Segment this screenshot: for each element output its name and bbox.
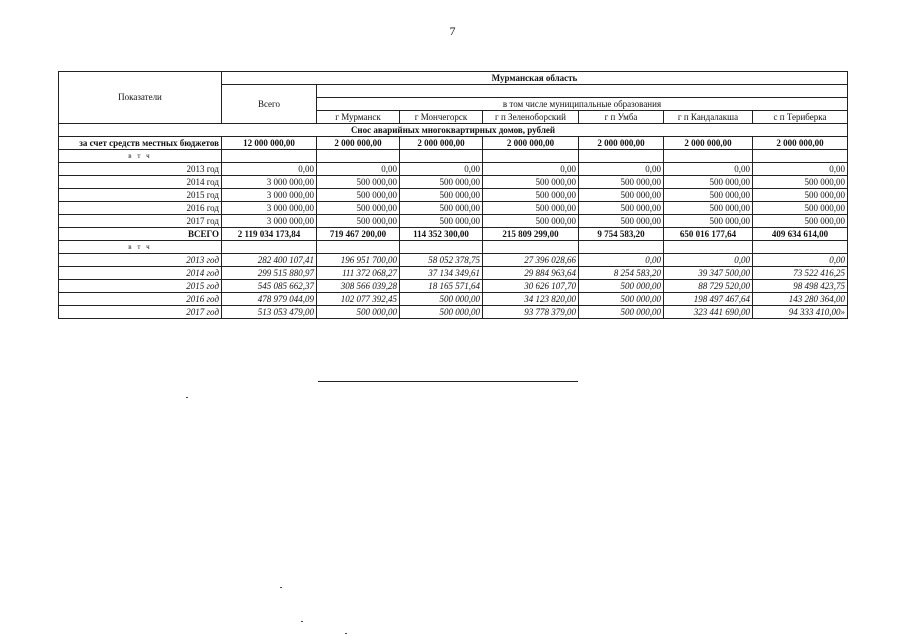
value-cell: 500 000,00	[483, 215, 579, 228]
value-cell: 0,00	[579, 254, 664, 267]
including-row	[59, 150, 848, 163]
value-cell: 0,00	[317, 163, 400, 176]
including-header: в том числе муниципальные образования	[317, 98, 848, 111]
value-cell: 0,00	[753, 163, 848, 176]
empty-cell	[579, 150, 664, 163]
value-cell: 27 396 028,66	[483, 254, 579, 267]
value-cell: 196 951 700,00	[317, 254, 400, 267]
value-cell: 500 000,00	[400, 293, 483, 306]
year-row	[59, 176, 848, 189]
value-cell: 500 000,00	[579, 176, 664, 189]
scan-speck	[301, 621, 303, 622]
value-cell: 0,00	[400, 163, 483, 176]
value-cell: 8 254 583,20	[579, 267, 664, 280]
empty-cell	[579, 241, 664, 254]
table-body	[59, 72, 848, 319]
value-cell: 29 884 963,64	[483, 267, 579, 280]
value-cell: 500 000,00	[664, 176, 753, 189]
value-cell: 500 000,00	[579, 189, 664, 202]
value-cell: 2 000 000,00	[664, 137, 753, 150]
municipality-header: г п Зеленоборский	[483, 111, 579, 124]
value-cell: 500 000,00	[753, 176, 848, 189]
empty-cell	[222, 150, 317, 163]
value-cell: 58 052 378,75	[400, 254, 483, 267]
municipality-header: г Мурманск	[317, 111, 400, 124]
value-cell: 102 077 392,45	[317, 293, 400, 306]
value-cell: 2 000 000,00	[579, 137, 664, 150]
value-cell: 500 000,00	[400, 306, 483, 319]
empty-cell	[753, 150, 848, 163]
total-header: Всего	[222, 85, 317, 124]
value-cell: 88 729 520,00	[664, 280, 753, 293]
year-row	[59, 306, 848, 319]
value-cell: 3 000 000,00	[222, 176, 317, 189]
municipality-header: г Мончегорск	[400, 111, 483, 124]
year-label: 2013 год	[59, 163, 222, 176]
year-label: 2014 год	[59, 176, 222, 189]
value-cell: 0,00	[483, 163, 579, 176]
empty-cell	[400, 150, 483, 163]
including-label: в т ч	[59, 150, 222, 163]
empty-cell	[317, 241, 400, 254]
value-cell: 308 566 039,28	[317, 280, 400, 293]
value-cell: 215 809 299,00	[483, 228, 579, 241]
value-cell: 198 497 467,64	[664, 293, 753, 306]
value-cell: 0,00	[222, 163, 317, 176]
empty-cell	[753, 241, 848, 254]
including-label: в т ч	[59, 241, 222, 254]
value-cell: 37 134 349,61	[400, 267, 483, 280]
value-cell: 94 333 410,00»	[753, 306, 848, 319]
value-cell: 500 000,00	[753, 202, 848, 215]
value-cell: 500 000,00	[483, 202, 579, 215]
value-cell: 93 778 379,00	[483, 306, 579, 319]
value-cell: 2 000 000,00	[317, 137, 400, 150]
empty-cell	[483, 150, 579, 163]
year-row	[59, 280, 848, 293]
value-cell: 500 000,00	[400, 215, 483, 228]
value-cell: 500 000,00	[753, 189, 848, 202]
value-cell: 3 000 000,00	[222, 189, 317, 202]
value-cell: 114 352 300,00	[400, 228, 483, 241]
value-cell: 282 400 107,41	[222, 254, 317, 267]
value-cell: 12 000 000,00	[222, 137, 317, 150]
year-label: 2016 год	[59, 293, 222, 306]
value-cell: 500 000,00	[483, 176, 579, 189]
value-cell: 98 498 423,75	[753, 280, 848, 293]
value-cell: 2 000 000,00	[483, 137, 579, 150]
value-cell: 143 280 364,00	[753, 293, 848, 306]
local-budget-row	[59, 137, 848, 150]
value-cell: 500 000,00	[664, 215, 753, 228]
municipality-header: с п Териберка	[753, 111, 848, 124]
value-cell: 500 000,00	[753, 215, 848, 228]
value-cell: 409 634 614,00	[753, 228, 848, 241]
local-budget-label: за счет средств местных бюджетов	[59, 137, 222, 150]
value-cell: 3 000 000,00	[222, 202, 317, 215]
value-cell: 9 754 583,20	[579, 228, 664, 241]
section-title: Снос аварийных многоквартирных домов, рублей	[59, 124, 848, 137]
value-cell: 500 000,00	[317, 176, 400, 189]
value-cell: 513 053 479,00	[222, 306, 317, 319]
budget-table	[58, 71, 848, 319]
value-cell: 3 000 000,00	[222, 215, 317, 228]
value-cell: 299 515 880,97	[222, 267, 317, 280]
value-cell: 500 000,00	[317, 189, 400, 202]
value-cell: 545 085 662,37	[222, 280, 317, 293]
year-label: 2015 год	[59, 189, 222, 202]
empty-cell	[664, 150, 753, 163]
value-cell: 500 000,00	[317, 306, 400, 319]
value-cell: 478 979 044,09	[222, 293, 317, 306]
year-label: 2015 год	[59, 280, 222, 293]
year-row	[59, 189, 848, 202]
scan-speck	[280, 587, 282, 588]
region-header: Мурманская область	[222, 72, 848, 85]
year-row	[59, 163, 848, 176]
empty-cell	[222, 241, 317, 254]
value-cell: 2 000 000,00	[400, 137, 483, 150]
value-cell: 18 165 571,64	[400, 280, 483, 293]
scan-speck	[186, 397, 188, 398]
value-cell: 0,00	[579, 163, 664, 176]
value-cell: 500 000,00	[400, 176, 483, 189]
value-cell: 500 000,00	[579, 293, 664, 306]
value-cell: 0,00	[664, 254, 753, 267]
year-label: 2017 год	[59, 306, 222, 319]
value-cell: 34 123 820,00	[483, 293, 579, 306]
year-row	[59, 267, 848, 280]
value-cell: 0,00	[664, 163, 753, 176]
value-cell: 73 522 416,25	[753, 267, 848, 280]
including-row	[59, 241, 848, 254]
value-cell: 2 119 034 173,84	[222, 228, 317, 241]
value-cell: 500 000,00	[579, 215, 664, 228]
empty-cell	[664, 241, 753, 254]
value-cell: 719 467 200,00	[317, 228, 400, 241]
municipality-header: г п Умба	[579, 111, 664, 124]
value-cell: 2 000 000,00	[753, 137, 848, 150]
year-row	[59, 254, 848, 267]
value-cell: 500 000,00	[579, 202, 664, 215]
scan-speck	[345, 633, 347, 634]
value-cell: 39 347 500,00	[664, 267, 753, 280]
year-label: 2014 год	[59, 267, 222, 280]
year-label: 2016 год	[59, 202, 222, 215]
year-label: 2017 год	[59, 215, 222, 228]
year-row	[59, 293, 848, 306]
value-cell: 500 000,00	[664, 202, 753, 215]
year-label: 2013 год	[59, 254, 222, 267]
value-cell: 500 000,00	[579, 280, 664, 293]
value-cell: 500 000,00	[400, 202, 483, 215]
municipality-header: г п Кандалакша	[664, 111, 753, 124]
grand-total-row	[59, 228, 848, 241]
page-number: 7	[449, 24, 456, 38]
empty-cell	[317, 150, 400, 163]
footer-rule	[318, 381, 578, 382]
value-cell: 0,00	[753, 254, 848, 267]
year-row	[59, 215, 848, 228]
value-cell: 30 626 107,70	[483, 280, 579, 293]
value-cell: 111 372 068,27	[317, 267, 400, 280]
value-cell: 500 000,00	[317, 215, 400, 228]
year-row	[59, 202, 848, 215]
empty-cell	[400, 241, 483, 254]
value-cell: 500 000,00	[317, 202, 400, 215]
value-cell: 500 000,00	[400, 189, 483, 202]
value-cell: 323 441 690,00	[664, 306, 753, 319]
indicators-header: Показатели	[59, 72, 222, 124]
value-cell: 500 000,00	[483, 189, 579, 202]
header-spacer	[317, 85, 848, 98]
value-cell: 650 016 177,64	[664, 228, 753, 241]
grand-total-label: ВСЕГО	[59, 228, 222, 241]
empty-cell	[483, 241, 579, 254]
value-cell: 500 000,00	[664, 189, 753, 202]
value-cell: 500 000,00	[579, 306, 664, 319]
